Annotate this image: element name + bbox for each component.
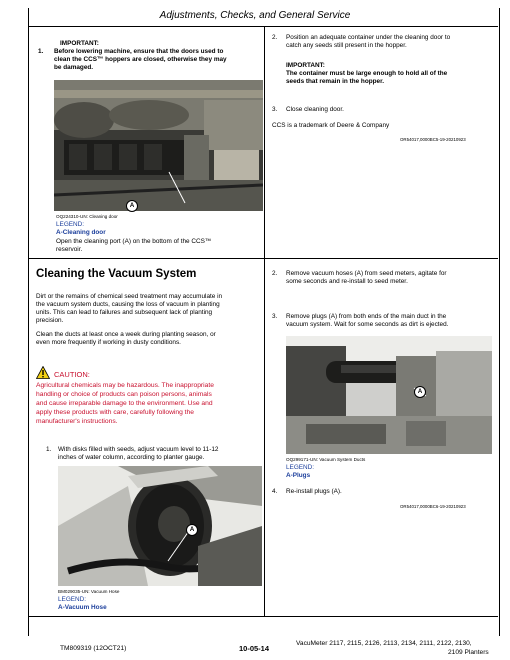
footer-doc-number: TM809319 (12OCT21)	[60, 645, 127, 652]
paragraph-line: units. This can lead to failures and subsequent lack of planting	[36, 309, 213, 316]
important-line: seeds that remain in the hopper.	[286, 78, 385, 85]
step-number: 2.	[272, 34, 278, 41]
callout-letter: A	[129, 203, 135, 209]
footer-page-number: 10-05-14	[239, 644, 270, 653]
callout-letter: A	[189, 527, 195, 533]
doc-id: OR54017,0000BC6-19-20210923	[400, 504, 466, 509]
caution-line: Agricultural chemicals may be hazardous. The inappropriate	[36, 382, 214, 389]
paragraph-line: Dirt or the remains of chemical seed treatment may accumulate in	[36, 293, 223, 300]
step-text-line: Before lowering machine, ensure that the doors used to	[54, 48, 224, 55]
page-header-title: Adjustments, Checks, and General Service	[159, 10, 351, 21]
figure-id: OQ224310-UN: Cleaning door	[56, 214, 118, 219]
step-number: 1.	[38, 48, 44, 55]
section-rule	[28, 258, 498, 259]
footer-model-line: 2109 Planters	[448, 649, 489, 656]
step-line: With disks filled with seeds, adjust vacuum level to 11-12	[58, 446, 219, 453]
step-line: Position an adequate container under the cleaning door to	[286, 34, 451, 41]
step-line: Close cleaning door.	[286, 106, 344, 113]
paragraph-line: Clean the ducts at least once a week during planting season, or	[36, 331, 216, 338]
step-line: catch any seeds still present in the hopper.	[286, 42, 407, 49]
important-heading: IMPORTANT:	[286, 62, 325, 69]
important-line: The container must be large enough to hold all of the	[286, 70, 448, 77]
paragraph-line: even more frequently if working in dusty conditions.	[36, 339, 181, 346]
step-number: 1.	[46, 446, 52, 453]
step-text-line: clean the CCS™ hoppers are closed, otherwise they may	[54, 56, 227, 63]
caution-line: handling or choice of products can poison persons, animals	[36, 391, 212, 398]
step-number: 2.	[272, 270, 278, 277]
header-rule	[28, 26, 498, 27]
column-divider-top	[264, 26, 265, 258]
footer-model-line: VacuMeter 2117, 2115, 2126, 2113, 2134, 2111, 2122, 2130,	[296, 640, 472, 647]
paragraph-line: precision.	[36, 317, 64, 324]
legend-item: A-Vacuum Hose	[58, 604, 107, 611]
step-number: 3.	[272, 106, 278, 113]
figure-id: OQ299171-UN: Vacuum System Ducts	[286, 457, 366, 462]
caution-heading: CAUTION:	[54, 370, 90, 379]
instruction-line: reservoir.	[56, 246, 83, 253]
instruction-line: Open the cleaning port (A) on the bottom of the CCS™	[56, 238, 212, 245]
step-line: vacuum system. Wait for some seconds as dirt is ejected.	[286, 321, 449, 328]
step-line: inches of water column, according to planter gauge.	[58, 454, 205, 461]
doc-id: OR54017,0000BC5-19-20210923	[400, 137, 466, 142]
vacuum-ducts-photo	[286, 336, 492, 454]
step-line: Re-install plugs (A).	[286, 488, 342, 495]
legend-item: A-Cleaning door	[56, 229, 106, 236]
legend-heading: LEGEND:	[58, 596, 87, 603]
paragraph-line: the vacuum system ducts, causing the loss of vacuum in planting	[36, 301, 220, 308]
important-heading: IMPORTANT:	[60, 40, 99, 47]
step-line: Remove vacuum hoses (A) from seed meters, agitate for	[286, 270, 447, 277]
trademark-note: CCS is a trademark of Deere & Company	[272, 122, 390, 129]
step-line: some seconds and re-install to seed meter.	[286, 278, 408, 285]
column-divider-bottom	[264, 258, 265, 616]
step-text-line: be damaged.	[54, 64, 94, 71]
cleaning-door-photo	[54, 80, 263, 211]
legend-heading: LEGEND:	[286, 464, 315, 471]
step-line: Remove plugs (A) from both ends of the main duct in the	[286, 313, 447, 320]
section-title: Cleaning the Vacuum System	[36, 268, 197, 280]
vacuum-hose-photo	[58, 466, 262, 586]
callout-letter: A	[417, 389, 423, 395]
callout-badge	[126, 200, 138, 212]
caution-line: and cause irreparable damage to the environment. Use and	[36, 400, 213, 407]
legend-heading: LEGEND:	[56, 221, 85, 228]
step-number: 3.	[272, 313, 278, 320]
step-number: 4.	[272, 488, 278, 495]
callout-badge	[414, 386, 426, 398]
caution-line: manufacturer's instructions.	[36, 418, 118, 425]
figure-id: BM029035-UN: Vacuum Hose	[58, 589, 120, 594]
legend-item: A-Plugs	[286, 472, 311, 479]
footer-rule	[28, 616, 498, 617]
callout-badge	[186, 524, 198, 536]
caution-line: apply these products with care, carefully following the	[36, 409, 194, 416]
